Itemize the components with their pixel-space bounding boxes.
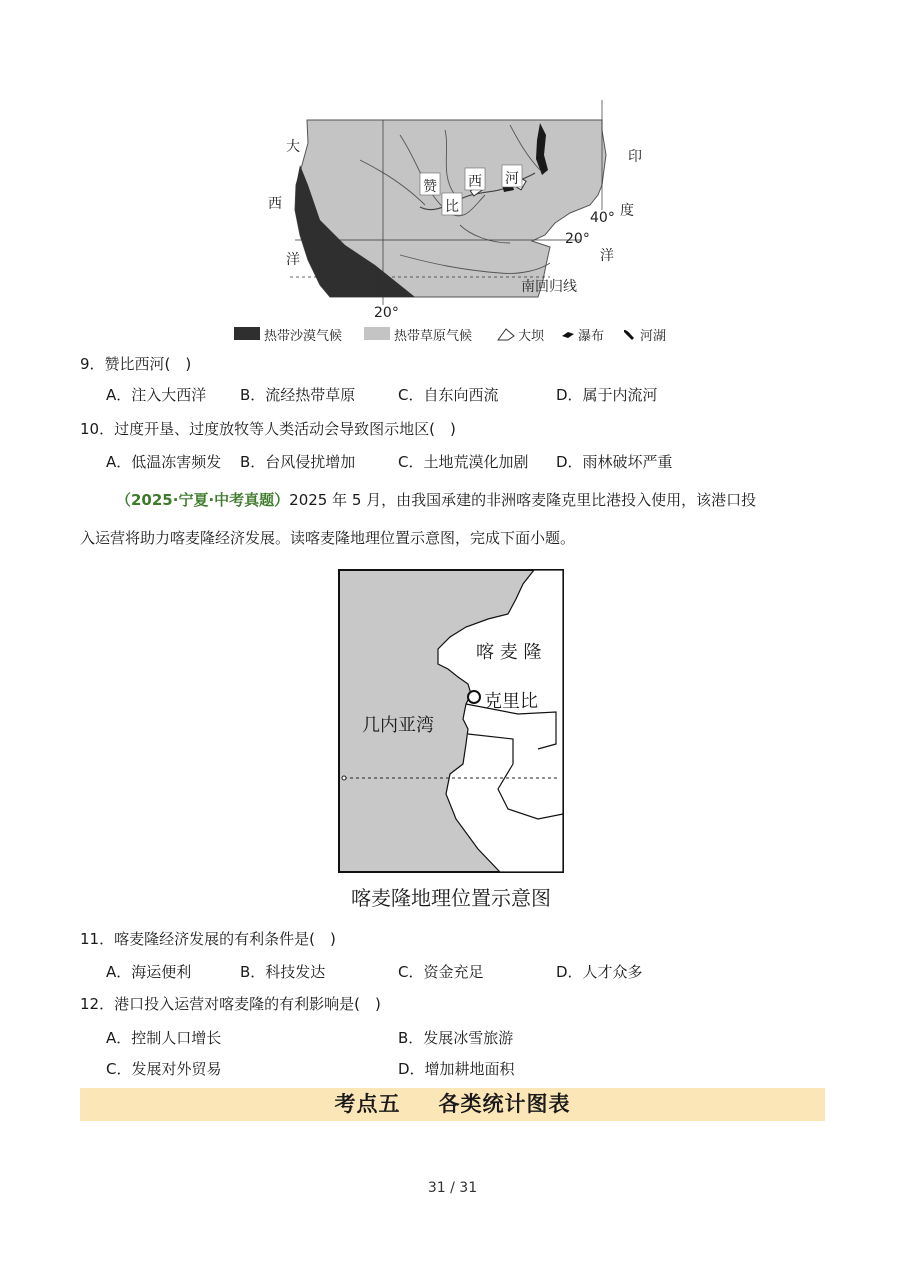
intro-line-2: 入运营将助力喀麦隆经济发展。读喀麦隆地理位置示意图，完成下面小题。	[80, 529, 576, 547]
label-zambezi-1: 赞	[423, 179, 437, 195]
legend-lake: 河湖	[640, 329, 667, 344]
label-zambezi-2: 比	[445, 199, 459, 215]
label-indian-3: 洋	[600, 248, 614, 264]
gray-box-icon	[364, 327, 390, 340]
q11-option-a[interactable]: A．海运便利	[106, 963, 192, 981]
q11-option-c[interactable]: C．资金充足	[398, 963, 484, 981]
legend-desert: 热带沙漠气候	[264, 329, 343, 344]
label-lon-40: 40°	[590, 210, 615, 226]
dark-box-icon	[234, 327, 260, 340]
question-12-stem: 12．港口投入运营对喀麦隆的有利影响是( )	[80, 995, 381, 1013]
label-atlantic-3: 洋	[286, 252, 300, 268]
legend-dam: 大坝	[518, 329, 545, 344]
section-title-part2: 各类统计图表	[438, 1092, 571, 1116]
section-title-part1: 考点五	[334, 1092, 401, 1116]
page-number: 31 / 31	[427, 1180, 478, 1196]
source-tag: （2025·宁夏·中考真题）	[116, 491, 290, 509]
q10-option-c[interactable]: C．土地荒漠化加剧	[398, 453, 529, 471]
label-tropic: 南回归线	[521, 279, 577, 295]
label-indian-1: 印	[628, 149, 642, 165]
q12-option-a[interactable]: A．控制人口增长	[106, 1029, 222, 1047]
q9-option-a[interactable]: A．注入大西洋	[106, 386, 207, 404]
map2-caption: 喀麦隆地理位置示意图	[351, 886, 551, 910]
question-10-stem: 10．过度开垦、过度放牧等人类活动会导致图示地区( )	[80, 420, 456, 438]
q11-option-b[interactable]: B．科技发达	[240, 963, 326, 981]
label-lat-20: 20°	[565, 231, 590, 247]
label-atlantic-2: 西	[268, 196, 282, 212]
legend-waterfall: 瀑布	[578, 329, 605, 344]
lake-icon	[622, 326, 638, 342]
question-11-stem: 11．喀麦隆经济发展的有利条件是( )	[80, 930, 336, 948]
q9-option-b[interactable]: B．流经热带草原	[240, 386, 356, 404]
dam-icon	[496, 326, 516, 342]
label-kribi: 克里比	[484, 691, 538, 712]
label-indian-2: 度	[620, 203, 634, 219]
q9-option-d[interactable]: D．属于内流河	[556, 386, 658, 404]
q10-option-a[interactable]: A．低温冻害频发	[106, 453, 222, 471]
label-atlantic-1: 大	[286, 139, 300, 155]
label-lon-20: 20°	[374, 305, 399, 321]
label-zambezi-3: 西	[468, 174, 482, 190]
question-9-stem: 9．赞比西河( )	[80, 355, 192, 373]
q12-option-d[interactable]: D．增加耕地面积	[398, 1060, 515, 1078]
q10-option-d[interactable]: D．雨林破坏严重	[556, 453, 673, 471]
legend-savanna: 热带草原气候	[394, 329, 473, 344]
q10-option-b[interactable]: B．台风侵扰增加	[240, 453, 356, 471]
q9-option-c[interactable]: C．自东向西流	[398, 386, 499, 404]
q12-option-b[interactable]: B．发展冰雪旅游	[398, 1029, 514, 1047]
q11-option-d[interactable]: D．人才众多	[556, 963, 643, 981]
intro-line-1	[116, 489, 756, 511]
label-gulf-of-guinea: 几内亚湾	[362, 715, 434, 736]
intro-text-1: 2025 年 5 月，由我国承建的非洲喀麦隆克里比港投入使用，该港口投	[289, 491, 757, 509]
kribi-marker	[468, 691, 480, 703]
q12-option-c[interactable]: C．发展对外贸易	[106, 1060, 222, 1078]
label-zambezi-4: 河	[505, 171, 519, 187]
label-cameroon: 喀 麦 隆	[476, 642, 542, 663]
section-title	[80, 1088, 825, 1121]
waterfall-icon	[560, 326, 576, 342]
map1-legend	[234, 324, 694, 344]
